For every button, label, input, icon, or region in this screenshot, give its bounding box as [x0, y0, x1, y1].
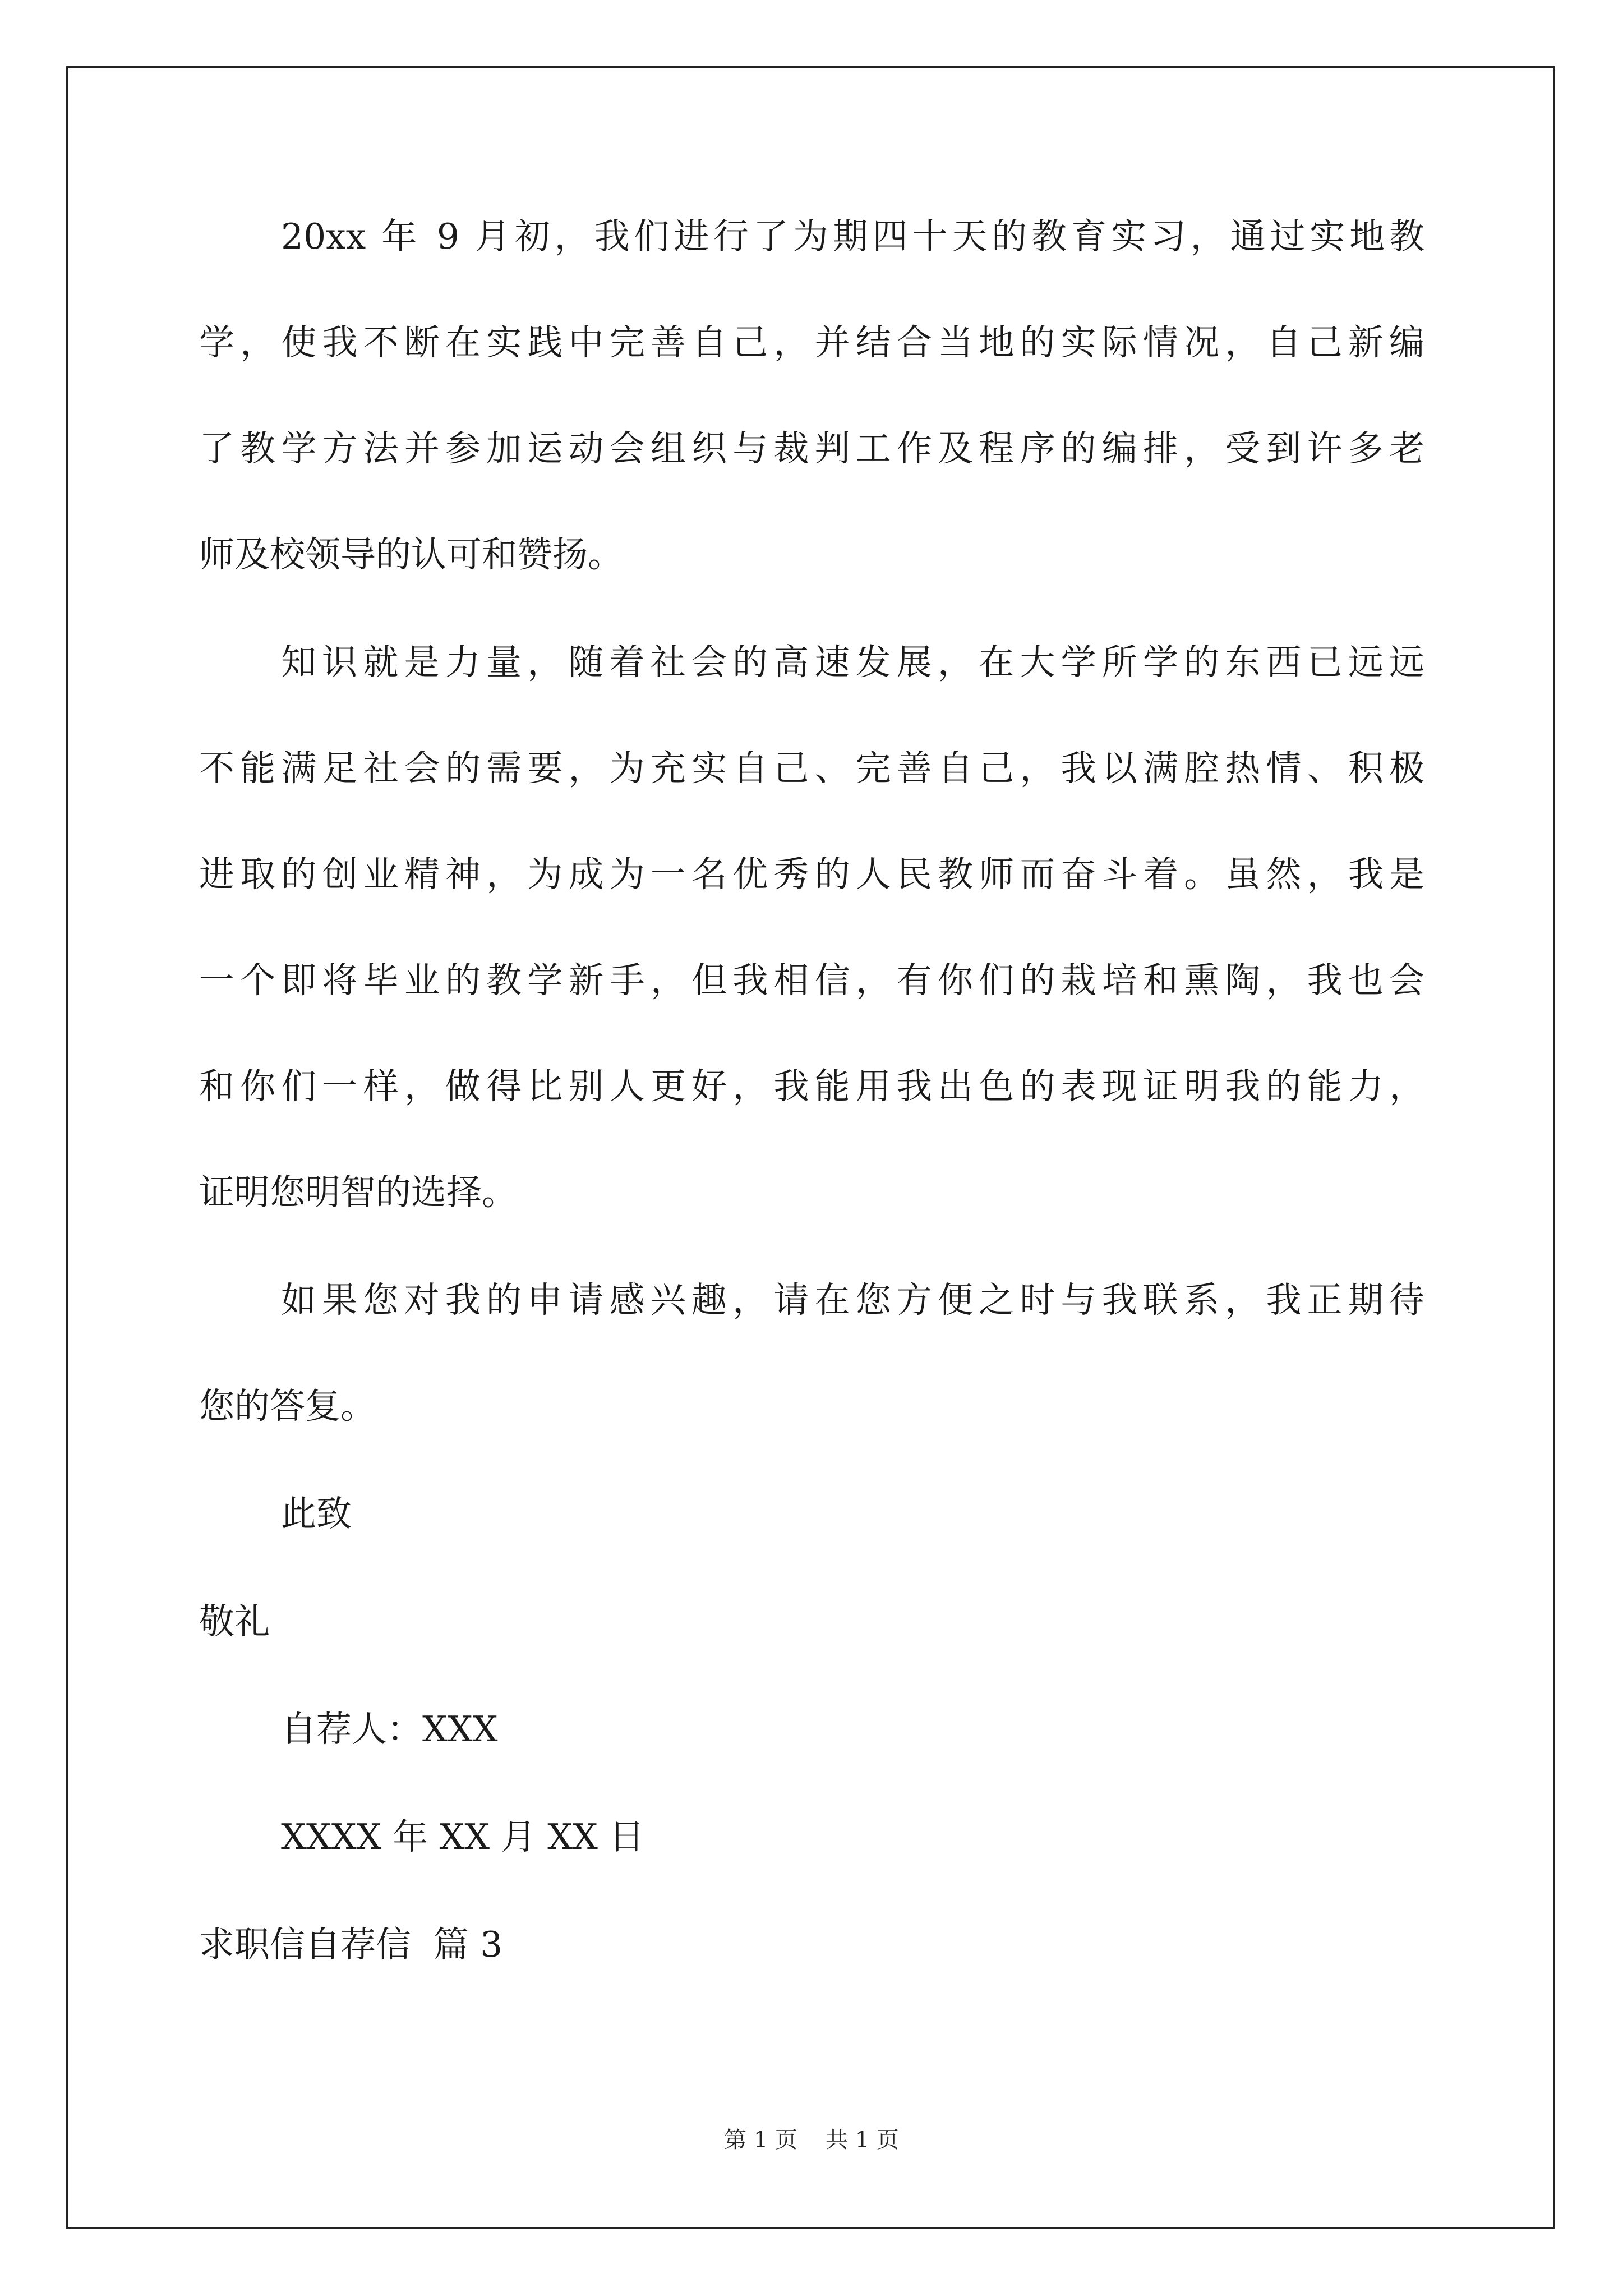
text-line: 一个即将毕业的教学新手，但我相信，有你们的栽培和熏陶，我也会 — [199, 960, 1424, 1001]
section-heading: 求职信自荐信 篇 3 — [199, 1924, 503, 1965]
text-line: 20xx 年 9 月初，我们进行了为期四十天的教育实习，通过实地教 — [281, 216, 1424, 257]
text-line: 知识就是力量，随着社会的高速发展，在大学所学的东西已远远 — [281, 642, 1424, 683]
page-total: 共 1 页 — [826, 2127, 899, 2153]
signature-line: 自荐人：XXX — [281, 1709, 498, 1750]
date-line: XXXX 年 XX 月 XX 日 — [281, 1816, 644, 1857]
text-line: 学，使我不断在实践中完善自己，并结合当地的实际情况，自己新编 — [199, 322, 1424, 363]
text-line: 证明您明智的选择。 — [199, 1172, 517, 1213]
text-line: 师及校领导的认可和赞扬。 — [199, 534, 623, 575]
text-line: 进取的创业精神，为成为一名优秀的人民教师而奋斗着。虽然，我是 — [199, 854, 1424, 895]
page-number: 第 1 页 — [724, 2127, 797, 2153]
document-body — [199, 216, 1424, 1965]
paragraph — [199, 216, 1424, 575]
text-line: 和你们一样，做得比别人更好，我能用我出色的表现证明我的能力， — [199, 1066, 1424, 1107]
paragraph — [199, 1280, 1424, 1427]
closing-line: 此致 — [281, 1493, 352, 1534]
text-line: 如果您对我的申请感兴趣，请在您方便之时与我联系，我正期待 — [281, 1280, 1424, 1320]
salutation-line: 敬礼 — [199, 1601, 270, 1642]
paragraph — [199, 642, 1424, 1213]
text-line: 了教学方法并参加运动会组织与裁判工作及程序的编排，受到许多老 — [199, 428, 1424, 469]
text-line: 您的答复。 — [199, 1386, 376, 1427]
page-footer — [0, 2129, 1623, 2151]
text-line: 不能满足社会的需要，为充实自己、完善自己，我以满腔热情、积极 — [199, 748, 1424, 789]
